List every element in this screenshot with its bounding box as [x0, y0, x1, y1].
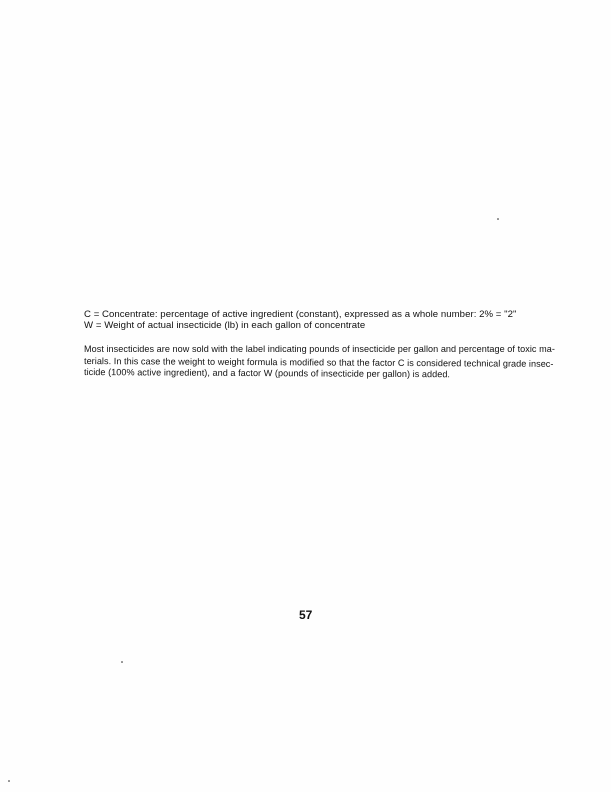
scan-speck	[121, 661, 123, 663]
paragraph-line: Most insecticides are now sold with the label indicating pounds of insecticide per gallon and percentage of toxic ma-	[84, 344, 555, 354]
body-paragraph	[84, 344, 562, 379]
paragraph-line: terials. In this case the weight to weight formula is modified so that the factor C is considered technical grade insec-	[83, 355, 554, 369]
definition-w: W = Weight of actual insecticide (lb) in each gallon of concentrate	[84, 319, 366, 331]
scan-speck	[8, 780, 10, 782]
page-number: 57	[299, 608, 313, 622]
scan-speck	[497, 218, 499, 220]
paragraph-line: ticide (100% active ingredient), and a factor W (pounds of insecticide per gallon) is added.	[83, 367, 451, 380]
variable-definitions	[84, 310, 516, 331]
definition-c: C = Concentrate: percentage of active ingredient (constant), expressed as a whole number: 2% = "2"	[84, 309, 517, 320]
